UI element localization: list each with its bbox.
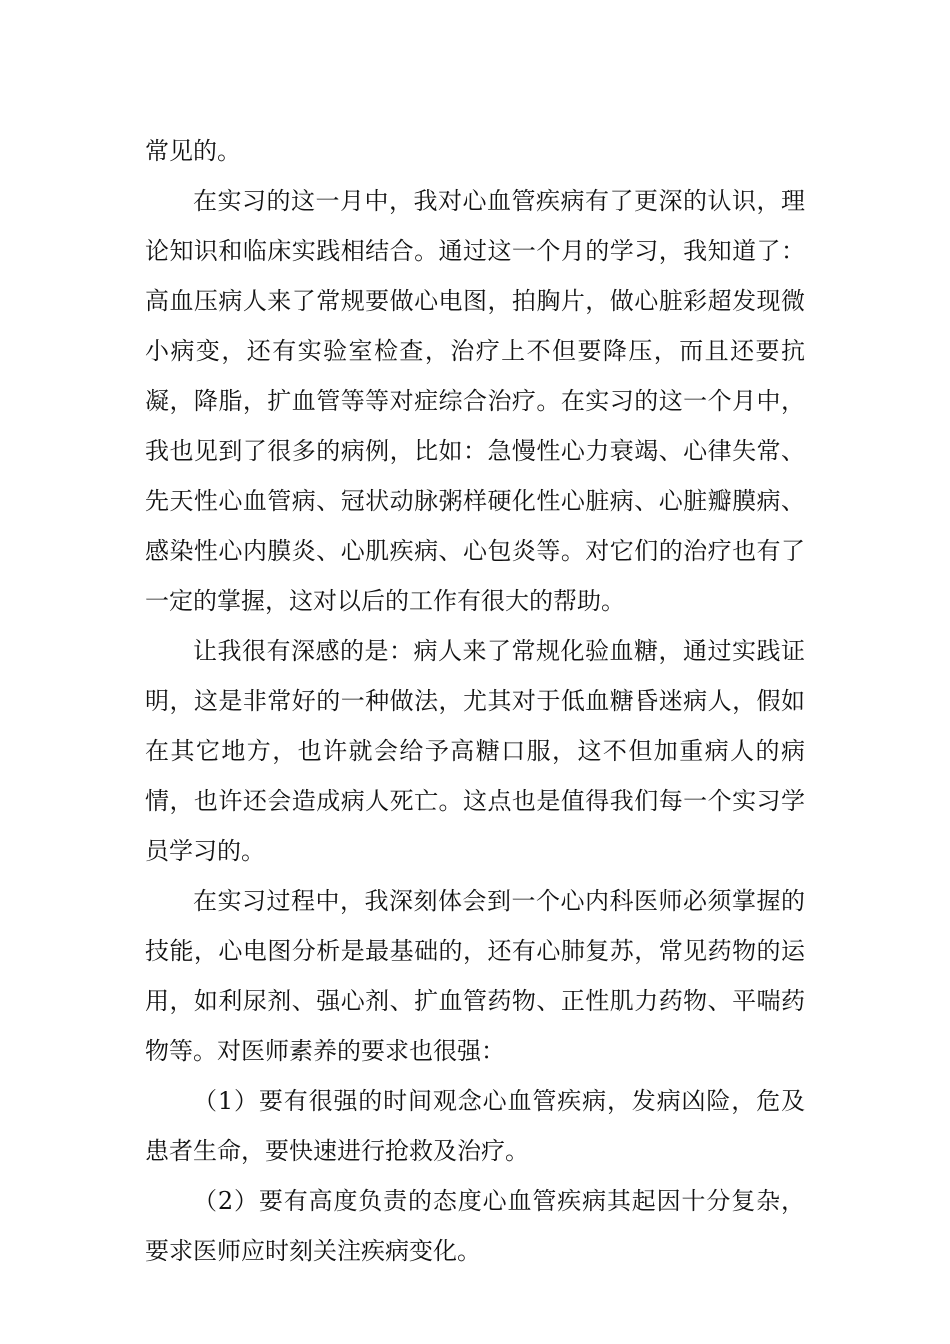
paragraph-internship-knowledge: 在实习的这一月中，我对心血管疾病有了更深的认识，理论知识和临床实践相结合。通过这一个月的学习，我知道了：高血压病人来了常规要做心电图，拍胸片，做心脏彩超发现微小病变，还有实验室检查，治疗上不但要降压，而且还要抗凝，降脂，扩血管等等对症综合治疗。在实习的这一个月中，我也见到了很多的病例，比如：急慢性心力衰竭、心律失常、先天性心血管病、冠状动脉粥样硬化性心脏病、心脏瓣膜病、感染性心内膜炎、心肌疾病、心包炎等。对它们的治疗也有了一定的掌握，这对以后的工作有很大的帮助。: [145, 187, 805, 615]
paragraph-continuation: 常见的。: [145, 137, 241, 165]
document-body: [145, 126, 805, 1276]
paragraph-blood-sugar-practice: 让我很有深感的是：病人来了常规化验血糖，通过实践证明，这是非常好的一种做法，尤其对于低血糖昏迷病人，假如在其它地方，也许就会给予高糖口服，这不但加重病人的病情，也许还会造成病人死亡。这点也是值得我们每一个实习学员学习的。: [145, 637, 805, 865]
paragraph-required-skills: 在实习过程中，我深刻体会到一个心内科医师必须掌握的技能，心电图分析是最基础的，还有心肺复苏，常见药物的运用，如利尿剂、强心剂、扩血管药物、正性肌力药物、平喘药物等。对医师素养的要求也很强：: [145, 887, 805, 1065]
paragraph-requirement-2: （2）要有高度负责的态度心血管疾病其起因十分复杂，要求医师应时刻关注疾病变化。: [145, 1187, 805, 1265]
paragraph-requirement-1: （1）要有很强的时间观念心血管疾病，发病凶险，危及患者生命，要快速进行抢救及治疗。: [145, 1087, 805, 1165]
